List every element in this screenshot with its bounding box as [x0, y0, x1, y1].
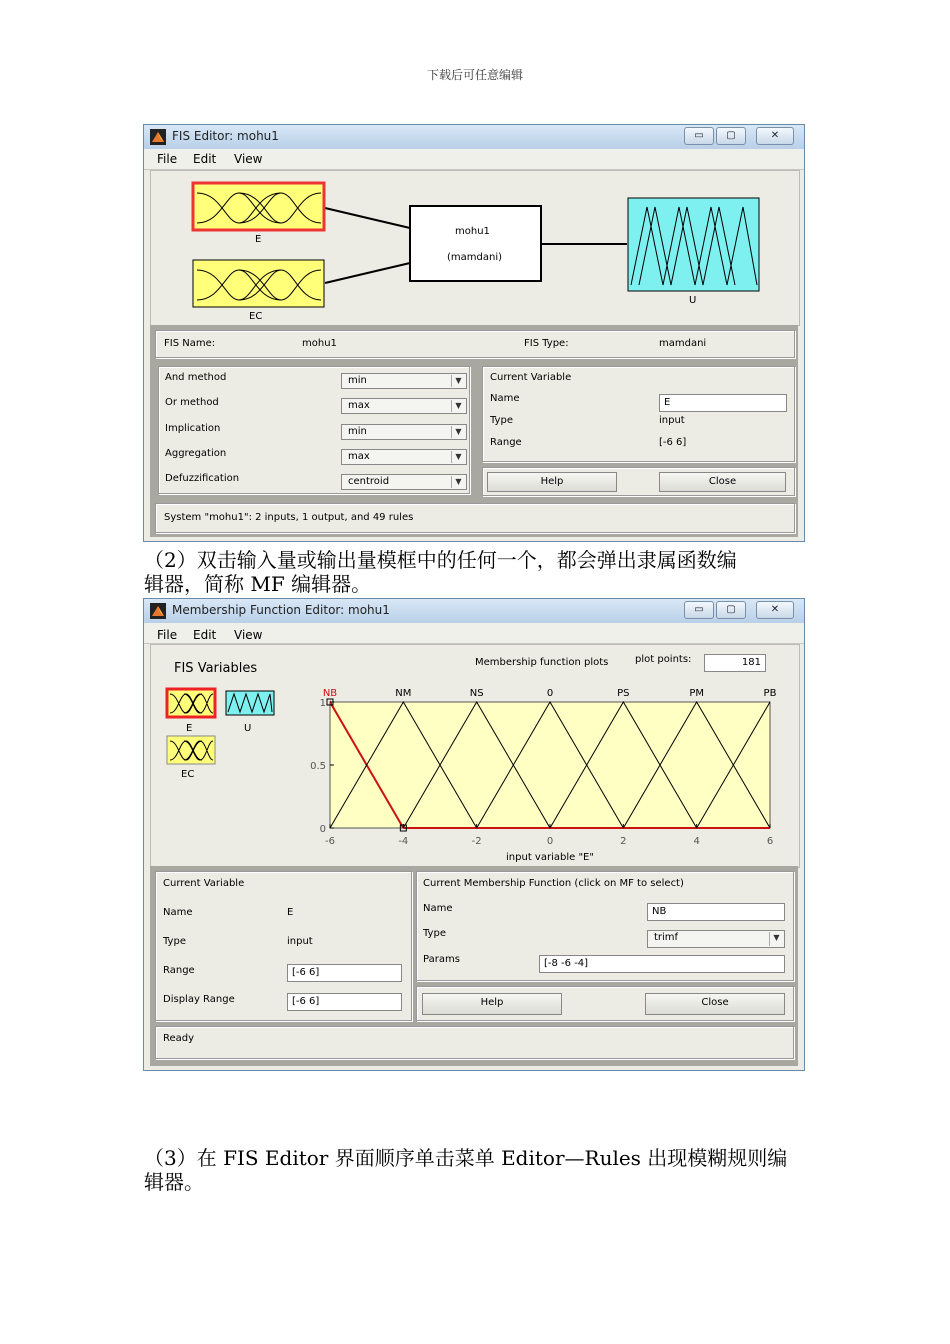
- y-tick-label: 0.5: [310, 761, 326, 772]
- fis-titlebar[interactable]: [144, 125, 804, 150]
- display-range-field[interactable]: [-6 6]: [287, 993, 402, 1011]
- plot-title: Membership function plots: [475, 657, 609, 668]
- plot-area: [330, 702, 770, 828]
- current-variable-panel: [155, 871, 412, 1021]
- aggregation-value: max: [348, 451, 370, 462]
- fis-status-panel: [155, 503, 795, 533]
- params-label: Params: [423, 954, 460, 965]
- name-label: Name: [163, 907, 193, 918]
- name-value: E: [287, 907, 294, 918]
- input-ec-label: EC: [249, 311, 263, 322]
- mf-label-NM[interactable]: NM: [395, 688, 412, 699]
- chevron-down-icon: ▼: [451, 451, 465, 463]
- current-variable-panel: [482, 366, 795, 462]
- defuzzification-label: Defuzzification: [165, 473, 240, 484]
- system-type-label: (mamdani): [447, 252, 503, 263]
- y-tick-label: 1: [319, 698, 326, 709]
- mf-editor-window: [143, 598, 805, 1071]
- menu-edit[interactable]: Edit: [193, 628, 217, 642]
- current-mf-panel: [416, 871, 794, 981]
- fis-diagram-svg: [151, 171, 799, 325]
- menu-edit[interactable]: Edit: [193, 152, 217, 166]
- menubar: [144, 149, 804, 170]
- chevron-down-icon: ▼: [451, 375, 465, 387]
- y-tick-label: 0: [319, 824, 326, 835]
- close-button[interactable]: Close: [659, 472, 786, 492]
- range-label: Range: [490, 437, 522, 448]
- name-field[interactable]: E: [659, 394, 787, 412]
- range-value: [-6 6]: [659, 437, 687, 448]
- fis-buttons-panel: [482, 467, 795, 496]
- mf-label-PS[interactable]: PS: [617, 688, 630, 699]
- mf-plot[interactable]: [294, 679, 784, 864]
- matlab-icon: [150, 129, 166, 145]
- current-variable-title: Current Variable: [490, 372, 572, 383]
- menu-file[interactable]: File: [157, 628, 178, 642]
- fis-diagram: [150, 170, 800, 326]
- type-value: input: [287, 936, 313, 947]
- maximize-button[interactable]: ▢: [716, 127, 746, 145]
- minimize-button[interactable]: ▭: [684, 601, 714, 619]
- x-tick-label: 4: [693, 836, 700, 847]
- x-tick-label: -6: [325, 836, 335, 847]
- plot-points-label: plot points:: [635, 654, 692, 665]
- status-text: Ready: [163, 1033, 195, 1044]
- mf-name-label: Name: [423, 903, 453, 914]
- system-box[interactable]: [410, 206, 541, 281]
- x-tick-label: 0: [546, 836, 554, 847]
- status-text: System "mohu1": 2 inputs, 1 output, and 49 rules: [164, 512, 414, 523]
- minimize-button[interactable]: ▭: [684, 127, 714, 145]
- paragraph-2-line1: （2）双击输入量或输出量模框中的任何一个，都会弹出隶属函数编: [144, 548, 737, 572]
- var-ec-label: EC: [181, 769, 195, 780]
- connector-e: [325, 208, 410, 228]
- mf-titlebar[interactable]: [144, 599, 804, 624]
- x-tick-label: 2: [620, 836, 627, 847]
- mf-type-label: Type: [423, 928, 446, 939]
- fis-name-panel: [155, 330, 795, 358]
- paragraph-3-line1: （3）在 FIS Editor 界面顺序单击菜单 Editor—Rules 出现模糊规则编: [144, 1146, 788, 1170]
- aggregation-label: Aggregation: [165, 448, 227, 459]
- var-u-label: U: [244, 723, 252, 734]
- chevron-down-icon: ▼: [451, 400, 465, 412]
- and-method-label: And method: [165, 372, 227, 383]
- mf-label-PM[interactable]: PM: [689, 688, 705, 699]
- x-tick-label: 6: [766, 836, 774, 847]
- x-axis-label: input variable "E": [506, 852, 594, 863]
- input-ec-box[interactable]: [193, 260, 324, 307]
- fis-name-value: mohu1: [302, 338, 337, 349]
- fis-type-value: mamdani: [659, 338, 707, 349]
- current-variable-title: Current Variable: [163, 878, 245, 889]
- defuzzification-dropdown[interactable]: [341, 474, 467, 490]
- input-e-label: E: [255, 234, 262, 245]
- menubar: [144, 623, 804, 644]
- or-method-label: Or method: [165, 397, 219, 408]
- paragraph-3-line2: 辑器。: [144, 1170, 204, 1194]
- implication-value: min: [348, 426, 367, 437]
- implication-dropdown[interactable]: [341, 424, 467, 440]
- and-method-dropdown[interactable]: [341, 373, 467, 389]
- var-u-thumb[interactable]: [226, 691, 274, 715]
- type-value: input: [659, 415, 685, 426]
- fis-editor-window: [143, 124, 805, 542]
- range-field[interactable]: [-6 6]: [287, 964, 402, 982]
- mf-type-value: trimf: [654, 932, 679, 943]
- mf-label-0[interactable]: 0: [546, 688, 554, 699]
- mf-buttons-panel: [416, 986, 794, 1021]
- aggregation-dropdown[interactable]: [341, 449, 467, 465]
- chevron-down-icon: ▼: [451, 476, 465, 488]
- methods-panel: [158, 366, 470, 494]
- close-button[interactable]: Close: [645, 993, 785, 1015]
- and-method-value: min: [348, 375, 367, 386]
- fis-type-label: FIS Type:: [524, 338, 569, 349]
- doc-header: 下载后可任意编辑: [426, 68, 523, 82]
- defuzzification-value: centroid: [348, 476, 390, 487]
- close-window-button[interactable]: ✕: [756, 127, 794, 145]
- mf-name-field[interactable]: NB: [647, 903, 785, 921]
- type-label: Type: [163, 936, 186, 947]
- output-u-label: U: [689, 295, 697, 306]
- fis-variables-thumbnails: [164, 687, 284, 777]
- mf-status-panel: [155, 1026, 794, 1059]
- input-e-box[interactable]: [193, 183, 324, 230]
- menu-view[interactable]: View: [234, 152, 263, 166]
- current-mf-title: Current Membership Function (click on MF to select): [423, 878, 684, 889]
- mf-type-dropdown[interactable]: [647, 930, 785, 948]
- connector-ec: [325, 263, 410, 283]
- display-range-label: Display Range: [163, 994, 235, 1005]
- window-title: Membership Function Editor: mohu1: [172, 603, 390, 617]
- help-button[interactable]: Help: [487, 472, 617, 492]
- plot-points-field[interactable]: 181: [704, 654, 766, 672]
- paragraph-2-line2: 辑器，简称 MF 编辑器。: [144, 572, 372, 596]
- system-name-label: mohu1: [455, 226, 490, 237]
- var-e-label: E: [186, 723, 193, 734]
- var-ec-thumb[interactable]: [167, 736, 215, 764]
- menu-file[interactable]: File: [157, 152, 178, 166]
- name-label: Name: [490, 393, 520, 404]
- output-u-box[interactable]: [628, 198, 759, 291]
- menu-view[interactable]: View: [234, 628, 263, 642]
- params-field[interactable]: [-8 -6 -4]: [539, 955, 785, 973]
- var-e-thumb[interactable]: [167, 689, 215, 717]
- or-method-value: max: [348, 400, 370, 411]
- or-method-dropdown[interactable]: [341, 398, 467, 414]
- chevron-down-icon: ▼: [451, 426, 465, 438]
- maximize-button[interactable]: ▢: [716, 601, 746, 619]
- help-button[interactable]: Help: [422, 993, 562, 1015]
- range-label: Range: [163, 965, 195, 976]
- mf-label-PB[interactable]: PB: [763, 688, 777, 699]
- x-tick-label: -2: [471, 836, 482, 847]
- matlab-icon: [150, 603, 166, 619]
- mf-label-NS[interactable]: NS: [469, 688, 484, 699]
- type-label: Type: [490, 415, 513, 426]
- fis-variables-title: FIS Variables: [174, 661, 258, 676]
- implication-label: Implication: [165, 423, 221, 434]
- close-window-button[interactable]: ✕: [756, 601, 794, 619]
- x-tick-label: -4: [398, 836, 409, 847]
- window-title: FIS Editor: mohu1: [172, 129, 279, 143]
- fis-name-label: FIS Name:: [164, 338, 216, 349]
- mf-label-NB[interactable]: NB: [322, 688, 338, 699]
- chevron-down-icon: ▼: [769, 932, 783, 946]
